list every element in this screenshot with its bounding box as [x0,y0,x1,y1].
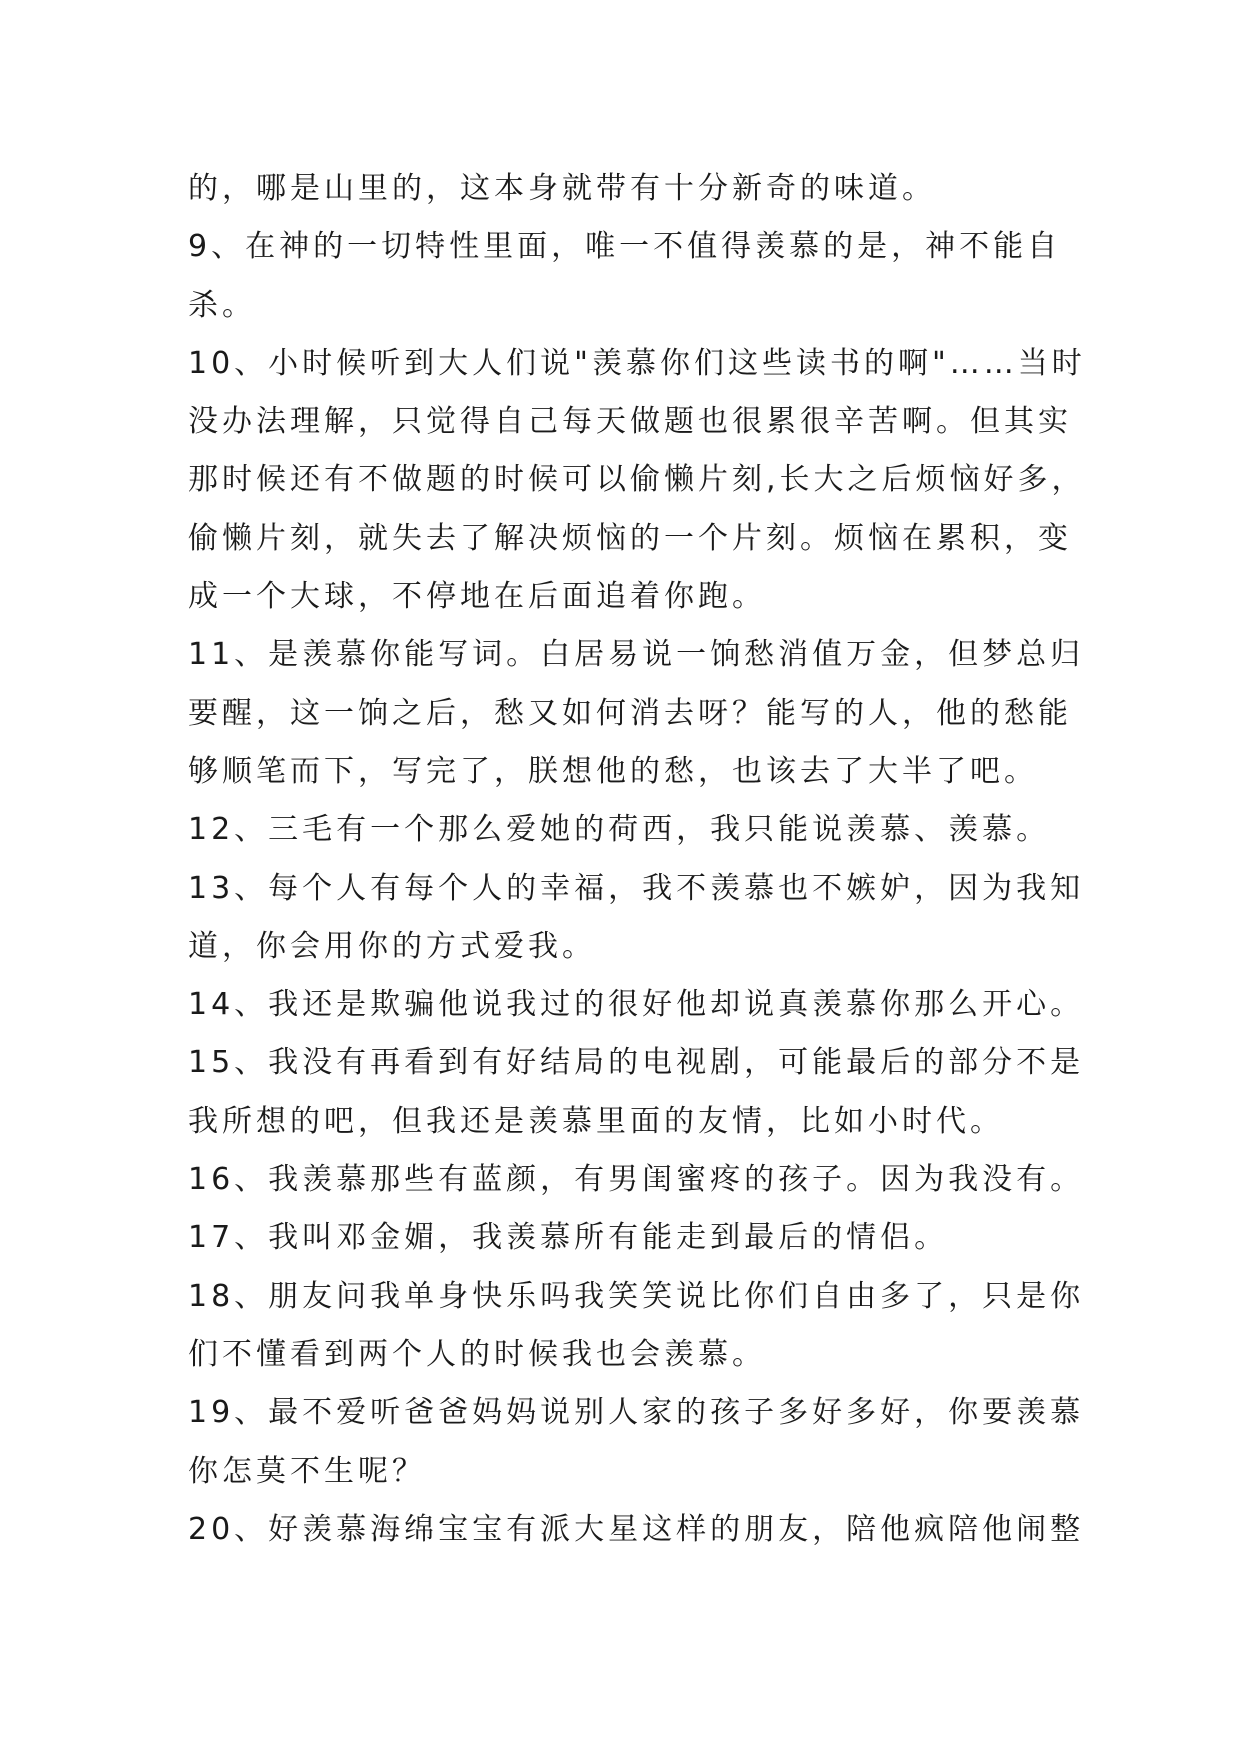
text-line: 你怎莫不生呢？ [188,1453,426,1489]
text-line: 9、在神的一切特性里面，唯一不值得羡慕的是，神不能自 [188,229,1062,265]
text-line: 偷懒片刻，就失去了解决烦恼的一个片刻。烦恼在累积，变 [188,520,1072,556]
text-line: 17、我叫邓金媚，我羡慕所有能走到最后的情侣。 [188,1220,949,1256]
text-line: 20、好羡慕海绵宝宝有派大星这样的朋友，陪他疯陪他闹整 [188,1511,1085,1547]
text-line: 成一个大球，不停地在后面追着你跑。 [188,579,766,615]
text-line: 我所想的吧，但我还是羡慕里面的友情，比如小时代。 [188,1103,1004,1139]
text-line: 16、我羡慕那些有蓝颜，有男闺蜜疼的孩子。因为我没有。 [188,1162,1085,1198]
text-line: 12、三毛有一个那么爱她的荷西，我只能说羡慕、羡慕。 [188,812,1051,848]
text-line: 杀。 [188,287,256,323]
text-line: 19、最不爱听爸爸妈妈说别人家的孩子多好多好，你要羡慕 [188,1395,1085,1431]
document-body-text [188,160,1088,1559]
text-line: 没办法理解，只觉得自己每天做题也很累很辛苦啊。但其实 [188,404,1072,440]
text-line: 够顺笔而下，写完了，朕想他的愁，也该去了大半了吧。 [188,753,1038,789]
text-line: 18、朋友问我单身快乐吗我笑笑说比你们自由多了，只是你 [188,1278,1085,1314]
text-line: 要醒，这一饷之后，愁又如何消去呀？能写的人，他的愁能 [188,695,1072,731]
text-line: 13、每个人有每个人的幸福，我不羡慕也不嫉妒，因为我知 [188,870,1085,906]
text-line: 11、是羡慕你能写词。白居易说一饷愁消值万金，但梦总归 [188,637,1085,673]
text-line: 15、我没有再看到有好结局的电视剧，可能最后的部分不是 [188,1045,1085,1081]
text-line: 14、我还是欺骗他说我过的很好他却说真羡慕你那么开心。 [188,987,1085,1023]
text-line: 们不懂看到两个人的时候我也会羡慕。 [188,1336,766,1372]
text-line: 道，你会用你的方式爱我。 [188,928,596,964]
text-line: 那时候还有不做题的时候可以偷懒片刻,长大之后烦恼好多， [188,462,1086,498]
text-line: 10、小时候听到大人们说"羡慕你们这些读书的啊"……当时 [188,345,1086,381]
text-line: 的，哪是山里的，这本身就带有十分新奇的味道。 [188,171,936,206]
